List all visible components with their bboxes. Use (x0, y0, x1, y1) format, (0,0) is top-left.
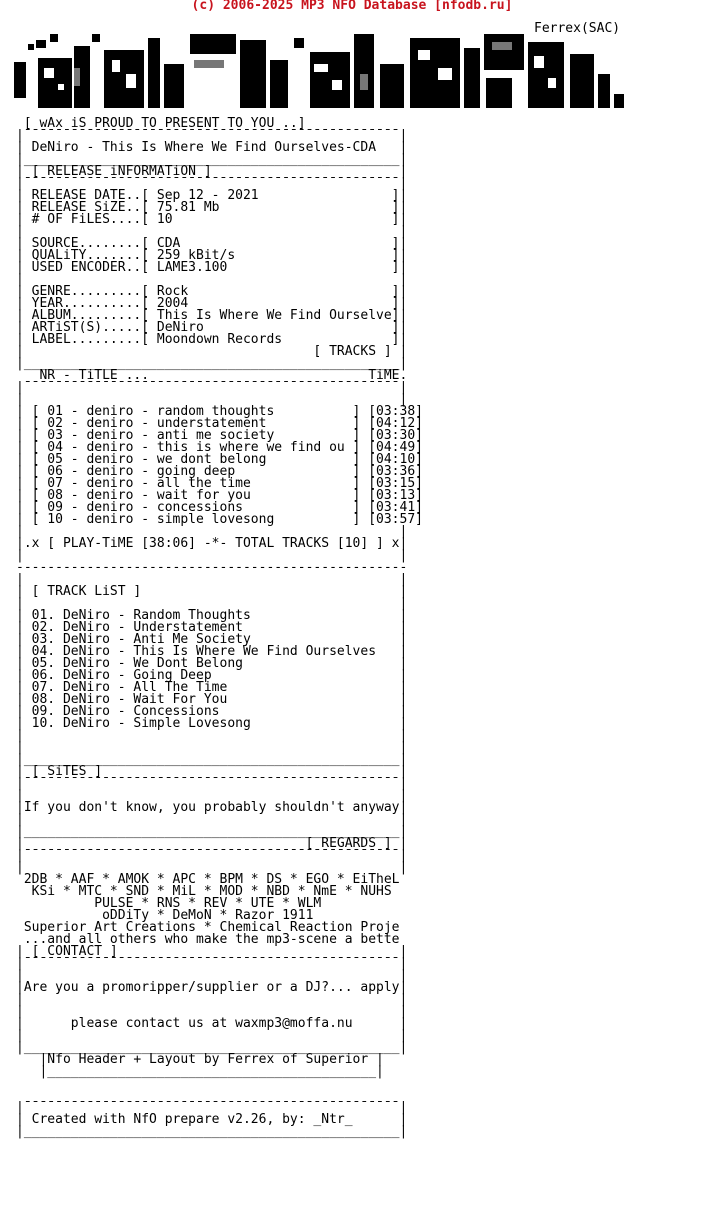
logo-credit: Ferrex(SAC) (534, 21, 621, 36)
nfo-text: [ wAx iS PROUD TO PRESENT TO YOU ..] |¯¯¯¯¯¯¯¯¯¯¯¯¯¯¯¯¯¯¯¯¯¯¯¯¯¯¯¯¯¯¯¯¯¯¯¯¯¯¯¯¯¯¯¯¯¯¯¯| | DeNiro - This Is Where We Find Ourselves-CDA | |________________________________________________| | [ RELEASE iNFORMATiON ] | |¯¯¯¯¯¯¯¯¯¯¯¯¯¯¯¯¯¯¯¯¯¯¯¯¯¯¯¯¯¯¯¯¯¯¯¯¯¯¯¯¯¯¯¯¯¯¯¯| | RELEASE DATE..[ Sep 12 - 2021 ]| | RELEASE SiZE..[ 75.81 Mb ]| | # OF FiLES....[ 10 ]| | | | SOURCE........[ CDA ]| | QUALiTY.......[ 259 kBit/s ]| | USED ENCODER..[ LAME3.100 ]| | | | GENRE.........[ Rock ]| | YEAR..........[ 2004 ]| | ALBUM.........[ This Is Where We Find Ourselve]| | ARTiST(S).....[ DeNiro ]| | LABEL.........[ Moondown Records ]| | [ TRACKS ] | |________________________________________________| NR - TiTLE ... TiME. |¯¯¯¯¯¯¯¯¯¯¯¯¯¯¯¯¯¯¯¯¯¯¯¯¯¯¯¯¯¯¯¯¯¯¯¯¯¯¯¯¯¯¯¯¯¯¯¯| | | | [ 01 - deniro - random thoughts ] [03:38] | [ 02 - deniro - understatement ] [04:12] | [ 03 - deniro - anti me society ] [03:30] | [ 04 - deniro - this is where we find ou ] [04:49] | [ 05 - deniro - we dont belong ] [04:10] | [ 06 - deniro - going deep ] [03:36] | [ 07 - deniro - all the time ] [03:15] | [ 08 - deniro - wait for you ] [03:13] | [ 09 - deniro - concessions ] [03:41] | [ 10 - deniro - simple lovesong ] [03:57] | | |.x [ PLAY-TiME [38:06] -*- TOTAL TRACKS [10] ] x| | | -------------------------------------------------- | | | [ TRACK LiST ] | | | | 01. DeNiro - Random Thoughts | | 02. DeNiro - Understatement | | 03. DeNiro - Anti Me Society | | 04. DeNiro - This Is Where We Find Ourselves | | 05. DeNiro - We Dont Belong | | 06. DeNiro - Going Deep | | 07. DeNiro - All The Time | | 08. DeNiro - Wait For You | | 09. DeNiro - Concessions | | 10. DeNiro - Simple Lovesong | | | | | |________________________________________________| | [ SiTES ] | |¯¯¯¯¯¯¯¯¯¯¯¯¯¯¯¯¯¯¯¯¯¯¯¯¯¯¯¯¯¯¯¯¯¯¯¯¯¯¯¯¯¯¯¯¯¯¯¯| | | |If you don't know, you probably shouldn't anyway| | | |________________________________________________| | [ REGARDS ] | |¯¯¯¯¯¯¯¯¯¯¯¯¯¯¯¯¯¯¯¯¯¯¯¯¯¯¯¯¯¯¯¯¯¯¯¯¯¯¯¯¯¯¯¯¯¯¯¯| | | 2DB * AAF * AMOK * APC * BPM * DS * EGO * EiTheL KSi * MTC * SND * MiL * MOD * NBD * NmE * NUHS PULSE * RNS * REV * UTE * WLM oDDiTy * DeMoN * Razor 1911 Superior Art Creations * Chemical Reaction Proje ...and all others who make the mp3-scene a bette | [ CONTACT ] | |¯¯¯¯¯¯¯¯¯¯¯¯¯¯¯¯¯¯¯¯¯¯¯¯¯¯¯¯¯¯¯¯¯¯¯¯¯¯¯¯¯¯¯¯¯¯¯¯| | | |Are you a promoripper/supplier or a DJ?... apply| | | | | | please contact us at waxmp3@moffa.nu | | | |________________________________________________| |Nfo Header + Layout by Ferrex of Superior | |__________________________________________| |¯¯¯¯¯¯¯¯¯¯¯¯¯¯¯¯¯¯¯¯¯¯¯¯¯¯¯¯¯¯¯¯¯¯¯¯¯¯¯¯¯¯¯¯¯¯¯¯| | Created with NfO prepare v2.26, by: _Ntr_ | |________________________________________________| (16, 116, 423, 1139)
database-header: (c) 2006-2025 MP3 NFO Database [nfodb.ru] (191, 0, 513, 13)
